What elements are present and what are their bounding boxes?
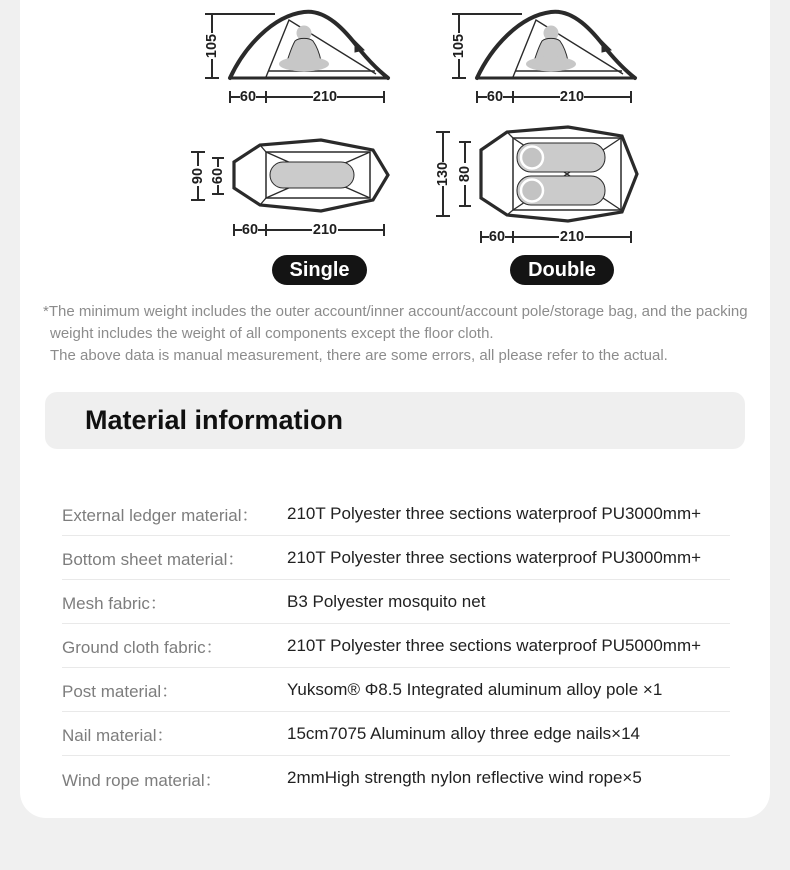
table-row: [62, 492, 730, 536]
row-label: Bottom sheet material：: [62, 550, 245, 569]
tent-side-view-single-diagram: [182, 0, 417, 112]
vestibule-value: 60: [488, 229, 506, 245]
table-row: [62, 712, 730, 756]
row-value: 15cm7075 Aluminum alloy three edge nails×14: [287, 723, 640, 743]
length-value: 210: [559, 89, 585, 105]
row-label: External ledger material：: [62, 506, 259, 525]
row-label: Ground cloth fabric：: [62, 638, 223, 657]
row-value: 2mmHigh strength nylon reflective wind rope×5: [287, 768, 642, 787]
row-value: 210T Polyester three sections waterproof PU3000mm+: [287, 503, 702, 523]
tent-footprint-icon: [234, 140, 388, 211]
sleeping-bag-hood-icon: [521, 147, 543, 169]
outer-width-dimension: [190, 152, 206, 200]
double-variant-badge: Double: [510, 255, 614, 285]
tent-footprint-icon: [481, 127, 637, 221]
disclaimer-line-1: *The minimum weight includes the outer account/inner account/account pole/storage bag, and the packing weight includes the weight of all components except the floor cloth.: [43, 303, 748, 342]
inner-width-value: 80: [457, 165, 473, 183]
vestibule-value: 60: [486, 89, 504, 105]
row-label: Post material：: [62, 682, 179, 701]
width-dimension-double: [477, 89, 631, 105]
material-table: [62, 492, 730, 800]
length-dimension: [481, 229, 631, 245]
vestibule-value: 60: [241, 222, 259, 238]
inner-width-dimension: [210, 158, 226, 194]
height-value: 105: [204, 33, 220, 59]
table-row: [62, 580, 730, 624]
row-value: 210T Polyester three sections waterproof PU5000mm+: [287, 635, 702, 655]
weight-disclaimer: [42, 301, 758, 366]
table-row: [62, 536, 730, 580]
outer-width-dimension: [435, 132, 451, 216]
table-row: [62, 756, 730, 800]
sleeping-bag-hood-icon: [521, 180, 543, 202]
outer-width-value: 130: [435, 161, 451, 187]
single-variant-badge: Single: [272, 255, 367, 285]
height-dimension-double: [451, 14, 522, 78]
table-row: [62, 624, 730, 668]
row-label: Nail material：: [62, 726, 174, 745]
material-information-section-bar: [45, 392, 745, 449]
person-silhouette-icon: [279, 26, 329, 72]
row-label: Wind rope material：: [62, 770, 222, 790]
length-value: 210: [312, 89, 338, 105]
section-title: Material information: [85, 405, 344, 435]
vestibule-value: 60: [239, 89, 257, 105]
product-info-card: [20, 0, 770, 818]
length-value: 210: [559, 229, 585, 245]
inner-width-value: 60: [210, 167, 226, 185]
inner-width-dimension: [457, 142, 473, 206]
row-label: Mesh fabric：: [62, 594, 167, 613]
length-value: 210: [312, 222, 338, 238]
height-dimension-single: [204, 14, 275, 78]
length-dimension: [234, 222, 384, 238]
tent-top-view-double-diagram: [427, 122, 662, 257]
row-value: B3 Polyester mosquito net: [287, 591, 486, 611]
row-value: 210T Polyester three sections waterproof PU3000mm+: [287, 547, 702, 567]
tent-top-view-single-diagram: [180, 130, 415, 250]
person-silhouette-icon: [526, 26, 576, 72]
outer-width-value: 90: [190, 167, 206, 185]
table-row: [62, 668, 730, 712]
disclaimer-line-2: The above data is manual measurement, there are some errors, all please refer to the actual.: [50, 346, 668, 364]
tent-side-view-double-diagram: [429, 0, 664, 112]
width-dimension-single: [230, 89, 384, 105]
row-value: Yuksom® Φ8.5 Integrated aluminum alloy pole ×1: [287, 679, 663, 699]
sleeping-pad-icon: [270, 162, 354, 188]
height-value: 105: [451, 33, 467, 59]
